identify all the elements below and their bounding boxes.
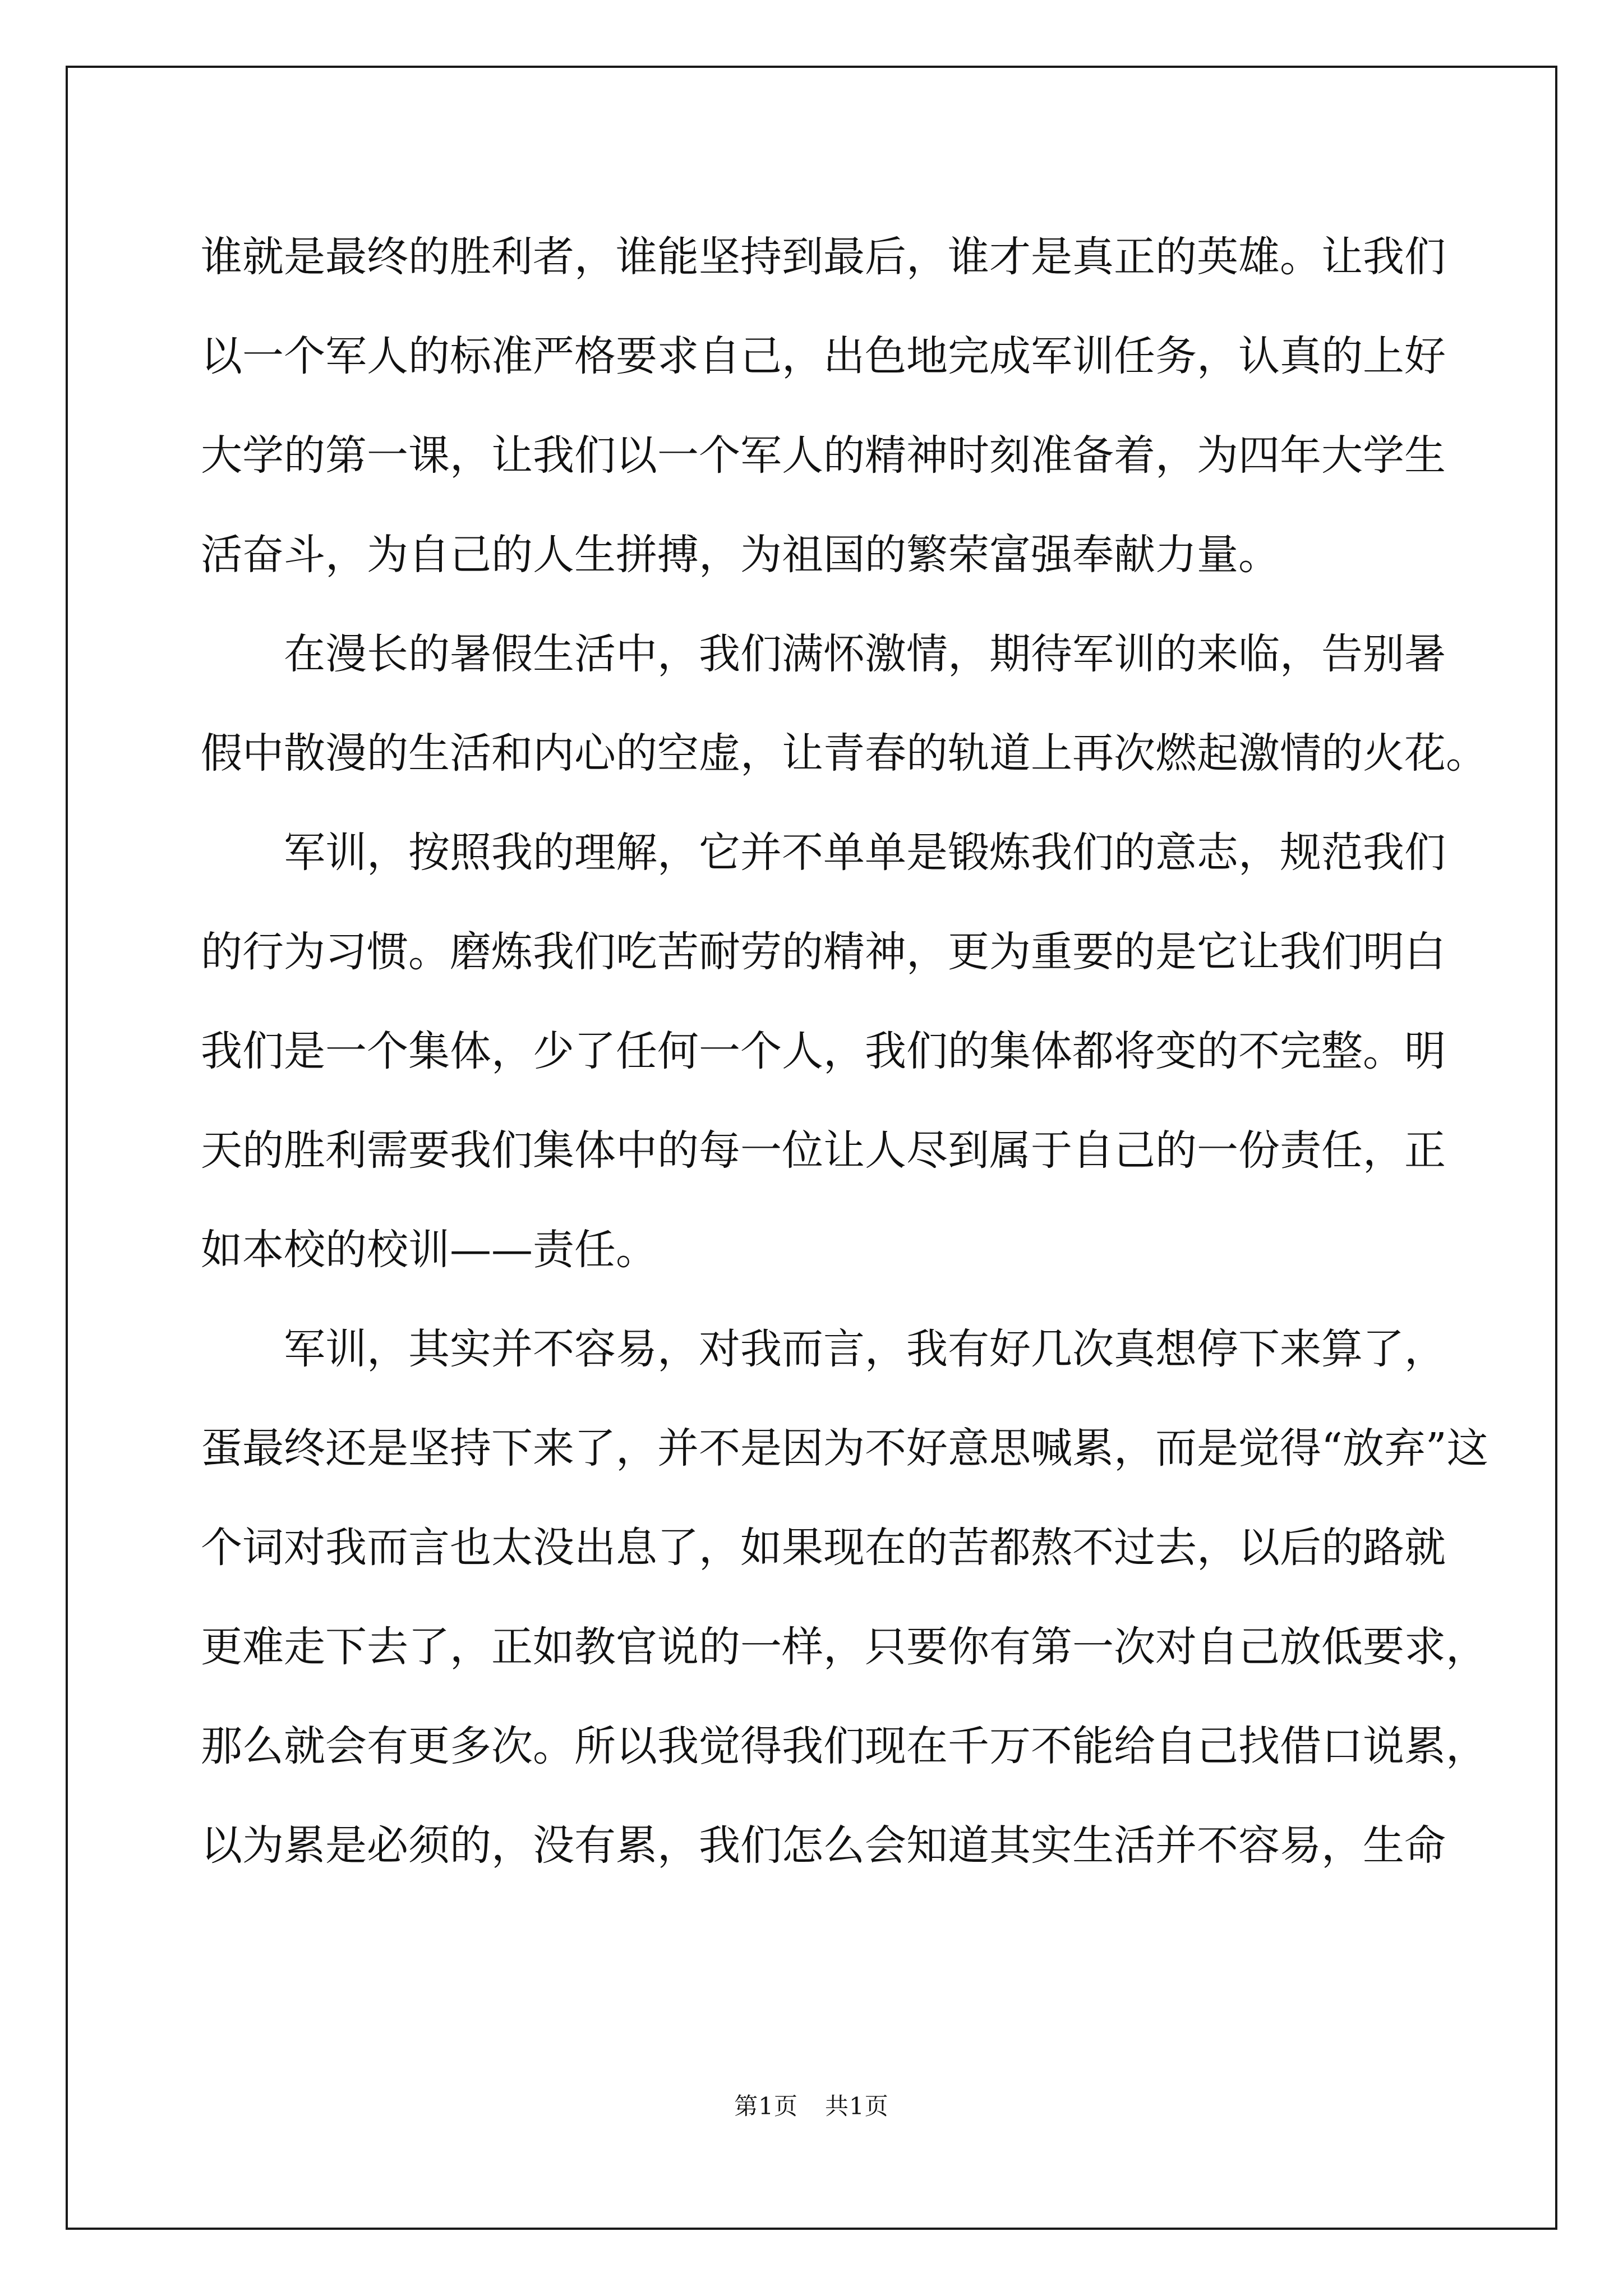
document-body bbox=[201, 208, 1488, 1895]
text-line: 那么就会有更多次。所以我觉得我们现在千万不能给自己找借口说累， bbox=[201, 1722, 1487, 1770]
text-line: 在漫长的暑假生活中，我们满怀激情，期待军训的来临，告别暑 bbox=[284, 630, 1446, 678]
text-line: 以一个军人的标准严格要求自己，出色地完成军训任务，认真的上好 bbox=[201, 332, 1446, 380]
text-line: 更难走下去了，正如教官说的一样，只要你有第一次对自己放低要求， bbox=[201, 1623, 1487, 1671]
text-line: 军训，按照我的理解，它并不单单是锻炼我们的意志，规范我们 bbox=[284, 829, 1446, 877]
text-line: 军训，其实并不容易，对我而言，我有好几次真想停下来算了， bbox=[284, 1325, 1446, 1373]
text-line: 个词对我而言也太没出息了，如果现在的苦都熬不过去，以后的路就 bbox=[201, 1524, 1446, 1572]
text-line: 大学的第一课，让我们以一个军人的精神时刻准备着，为四年大学生 bbox=[201, 431, 1446, 480]
page-total: 共1页 bbox=[825, 2092, 889, 2120]
text-line: 的行为习惯。磨炼我们吃苦耐劳的精神，更为重要的是它让我们明白 bbox=[201, 928, 1446, 976]
text-line: 谁就是最终的胜利者，谁能坚持到最后，谁才是真正的英雄。让我们 bbox=[201, 233, 1446, 281]
text-line: 天的胜利需要我们集体中的每一位让人尽到属于自己的一份责任，正 bbox=[201, 1126, 1446, 1175]
text-line: 以为累是必须的，没有累，我们怎么会知道其实生活并不容易，生命 bbox=[201, 1821, 1446, 1870]
text-line: 假中散漫的生活和内心的空虚，让青春的轨道上再次燃起激情的火花。 bbox=[201, 729, 1487, 777]
page-footer bbox=[0, 2090, 1623, 2123]
text-line: 如本校的校训——责任。 bbox=[201, 1226, 657, 1274]
text-line: 我们是一个集体，少了任何一个人，我们的集体都将变的不完整。明 bbox=[201, 1027, 1446, 1075]
text-line: 蛋最终还是坚持下来了，并不是因为不好意思喊累，而是觉得“放弃”这 bbox=[201, 1424, 1488, 1473]
text-line: 活奋斗，为自己的人生拼搏，为祖国的繁荣富强奉献力量。 bbox=[201, 531, 1280, 579]
page-number: 第1页 bbox=[734, 2092, 798, 2120]
